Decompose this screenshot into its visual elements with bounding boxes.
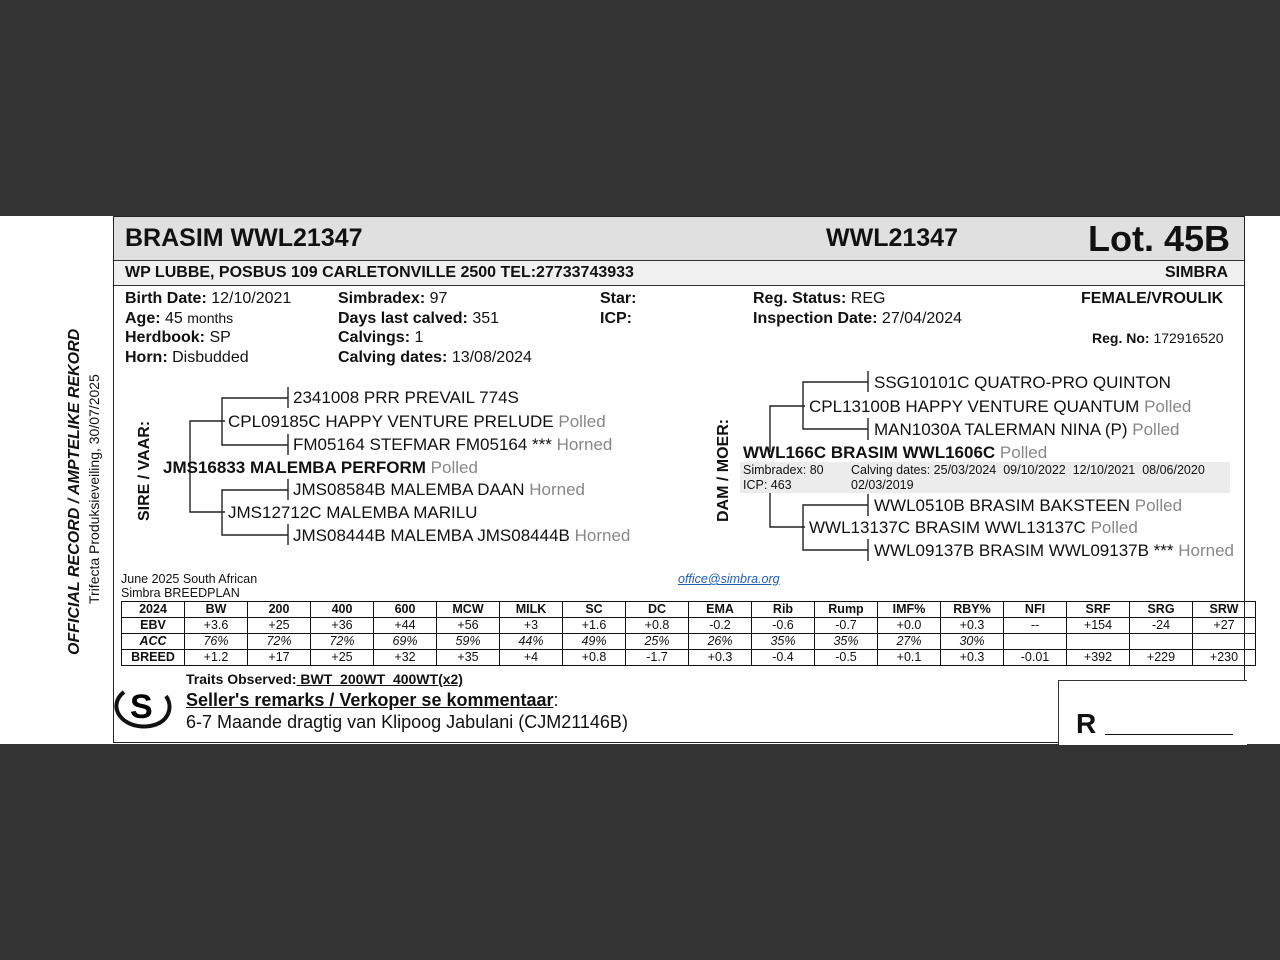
age-row: Age: 45 months [125, 310, 234, 327]
breed-name: SIMBRA [1165, 264, 1229, 281]
logo-letter: S [130, 688, 153, 726]
dam-name: WWL166C BRASIM WWL1606C Polled [743, 443, 1048, 462]
ebv-cell: +230 [1193, 650, 1256, 666]
simbra-logo [112, 680, 178, 730]
remarks-text: 6-7 Maande dragtig van Klipoog Jabulani (CJM21146B) [186, 712, 628, 732]
ebv-cell: -0.01 [1004, 650, 1067, 666]
calving-dates-row: Calving dates: 13/08/2024 [338, 349, 532, 366]
dam-sire: CPL13100B HAPPY VENTURE QUANTUM Polled [809, 397, 1192, 416]
ebv-cell: +35 [437, 650, 500, 666]
ebv-cell: Rib [752, 602, 815, 618]
ebv-cell: +0.3 [689, 650, 752, 666]
ebv-cell: +44 [374, 618, 437, 634]
ebv-cell: +154 [1067, 618, 1130, 634]
ebv-cell: +27 [1193, 618, 1256, 634]
ebv-row [122, 618, 1256, 634]
ebv-cell: +0.3 [941, 618, 1004, 634]
ebv-cell: DC [626, 602, 689, 618]
ebv-cell: -0.2 [689, 618, 752, 634]
ebv-cell: 35% [752, 634, 815, 650]
breed-row [122, 650, 1256, 666]
owner-address: WP LUBBE, POSBUS 109 CARLETONVILLE 2500 TEL:27733743933 [125, 264, 634, 281]
sire-dam: JMS12712C MALEMBA MARILU [228, 503, 478, 522]
sire-sire: CPL09185C HAPPY VENTURE PRELUDE Polled [228, 412, 606, 431]
ebv-cell: -0.5 [815, 650, 878, 666]
ebv-cell: EBV [122, 618, 185, 634]
ebv-cell: +36 [311, 618, 374, 634]
reg-status-row: Reg. Status: REG [753, 290, 886, 307]
reg-no-row: Reg. No: 172916520 [1092, 330, 1224, 346]
ebv-table [121, 601, 1256, 666]
ebv-cell: SRF [1067, 602, 1130, 618]
ebv-cell: ACC [122, 634, 185, 650]
ebv-cell: +0.3 [941, 650, 1004, 666]
ebv-cell: 400 [311, 602, 374, 618]
traits-observed: Traits Observed: BWT 200WT 400WT(x2) [186, 671, 463, 687]
ebv-cell: -0.4 [752, 650, 815, 666]
dam-dam: WWL13137C BRASIM WWL13137C Polled [809, 518, 1138, 537]
sire-grandsire: 2341008 PRR PREVAIL 774S [293, 388, 519, 407]
ebv-cell: 26% [689, 634, 752, 650]
dam-dam-dam: WWL09137B BRASIM WWL09137B *** Horned [874, 541, 1235, 560]
calvings-row: Calvings: 1 [338, 329, 424, 346]
ebv-cell: MCW [437, 602, 500, 618]
dam-grandsire: SSG10101C QUATRO-PRO QUINTON [874, 373, 1171, 392]
ebv-cell [1193, 634, 1256, 650]
ebv-cell: +0.8 [563, 650, 626, 666]
sire-dam-dam: JMS08444B MALEMBA JMS08444B Horned [293, 526, 631, 545]
ebv-cell [1067, 634, 1130, 650]
ebv-cell: SRG [1130, 602, 1193, 618]
ebv-cell: -0.6 [752, 618, 815, 634]
ebv-cell: +17 [248, 650, 311, 666]
ebv-cell: Rump [815, 602, 878, 618]
ebv-cell: 44% [500, 634, 563, 650]
breedplan-line1: June 2025 South African [121, 572, 258, 586]
sire-granddam: FM05164 STEFMAR FM05164 *** Horned [293, 435, 613, 454]
ebv-header-row [122, 602, 1256, 618]
ebv-cell: 76% [185, 634, 248, 650]
ebv-cell: 49% [563, 634, 626, 650]
horn-row: Horn: Disbudded [125, 349, 249, 366]
ebv-cell: NFI [1004, 602, 1067, 618]
ebv-cell: -1.7 [626, 650, 689, 666]
ebv-cell: +1.2 [185, 650, 248, 666]
sire-label: SIRE / VAAR: [136, 420, 153, 521]
ebv-cell: 72% [248, 634, 311, 650]
ebv-cell: MILK [500, 602, 563, 618]
ebv-cell: +0.8 [626, 618, 689, 634]
ebv-cell: 600 [374, 602, 437, 618]
price-label: R [1076, 708, 1097, 739]
price-line [1105, 734, 1233, 735]
auction-label: Trifecta Produksieveiling, 30/07/2025 [86, 374, 102, 604]
ebv-cell: +56 [437, 618, 500, 634]
inspection-row: Inspection Date: 27/04/2024 [753, 310, 962, 327]
dam-dam-sire: WWL0510B BRASIM BAKSTEEN Polled [874, 496, 1183, 515]
ebv-cell: 27% [878, 634, 941, 650]
dam-icp: ICP: 463 [743, 478, 792, 492]
ebv-cell: +0.1 [878, 650, 941, 666]
sire-name: JMS16833 MALEMBA PERFORM Polled [163, 458, 478, 477]
ebv-cell [1004, 634, 1067, 650]
official-record-label: OFFICIAL RECORD / AMPTELIKE REKORD [66, 328, 83, 655]
star-label: Star: [600, 290, 637, 307]
ebv-cell: +0.0 [878, 618, 941, 634]
ebv-cell: 30% [941, 634, 1004, 650]
ebv-cell: -24 [1130, 618, 1193, 634]
dam-granddam: MAN1030A TALERMAN NINA (P) Polled [874, 420, 1180, 439]
ebv-cell: IMF% [878, 602, 941, 618]
ebv-cell [1130, 634, 1193, 650]
icp-label: ICP: [600, 310, 632, 327]
ebv-cell: SC [563, 602, 626, 618]
sire-dam-sire: JMS08584B MALEMBA DAAN Horned [293, 480, 585, 499]
ebv-cell: BREED [122, 650, 185, 666]
ebv-cell: +3 [500, 618, 563, 634]
ebv-cell: BW [185, 602, 248, 618]
ebv-cell: SRW [1193, 602, 1256, 618]
dam-calving-dates: Calving dates: 25/03/2024 09/10/2022 12/10/2021 08/06/2020 [851, 463, 1205, 477]
dam-label: DAM / MOER: [715, 418, 732, 522]
ebv-cell: +229 [1130, 650, 1193, 666]
birth-date-row: Birth Date: 12/10/2021 [125, 290, 292, 307]
ebv-cell: -- [1004, 618, 1067, 634]
simbradex-row: Simbradex: 97 [338, 290, 448, 307]
animal-name: BRASIM WWL21347 [125, 224, 363, 252]
lot-number: Lot. 45B [1088, 218, 1231, 259]
ebv-cell: +25 [311, 650, 374, 666]
dam-simbradex: Simbradex: 80 [743, 463, 824, 477]
ebv-cell: 35% [815, 634, 878, 650]
ebv-cell: +4 [500, 650, 563, 666]
ebv-cell: +1.6 [563, 618, 626, 634]
ebv-cell: 72% [311, 634, 374, 650]
ebv-cell: 200 [248, 602, 311, 618]
ebv-cell: RBY% [941, 602, 1004, 618]
ebv-cell: -0.7 [815, 618, 878, 634]
breedplan-line2: Simbra BREEDPLAN [121, 586, 240, 600]
ebv-cell: 2024 [122, 602, 185, 618]
days-calved-row: Days last calved: 351 [338, 310, 500, 327]
ebv-cell: 25% [626, 634, 689, 650]
remarks-heading: Seller's remarks / Verkoper se kommentaar: [186, 690, 559, 710]
dam-calving-dates-2: 02/03/2019 [851, 478, 914, 492]
acc-row [122, 634, 1256, 650]
ebv-cell: +3.6 [185, 618, 248, 634]
ebv-cell: 59% [437, 634, 500, 650]
sex-label: FEMALE/VROULIK [1081, 290, 1224, 307]
ebv-cell: +25 [248, 618, 311, 634]
animal-id: WWL21347 [826, 224, 958, 252]
ebv-cell: +32 [374, 650, 437, 666]
ebv-cell: 69% [374, 634, 437, 650]
email-link[interactable]: office@simbra.org [678, 572, 780, 586]
ebv-cell: EMA [689, 602, 752, 618]
herdbook-row: Herdbook: SP [125, 329, 231, 346]
ebv-cell: +392 [1067, 650, 1130, 666]
